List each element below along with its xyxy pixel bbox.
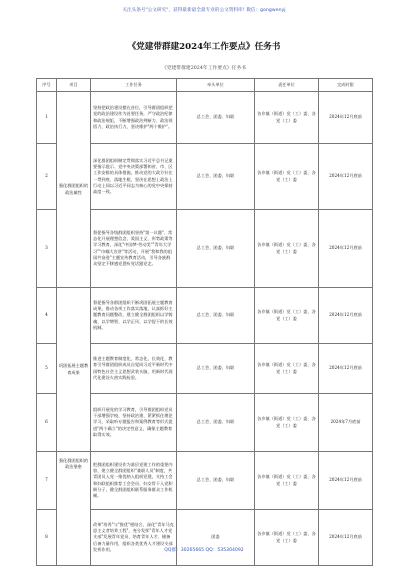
row-number: 4 bbox=[37, 288, 57, 344]
deadline: 2024年12月底前 bbox=[319, 210, 373, 288]
table-row bbox=[37, 92, 373, 144]
header-lead-unit: 牵头单位 bbox=[177, 79, 255, 92]
task-table bbox=[36, 78, 373, 566]
task-content: 把群团组织建设作为基层党建工作的重要内容，建立健全群团组织"兼职人员"制度，共青团员入党一推优纳入组织党建，支持工会和妇联组织推荐工会会员、妇女骨干入党积极分子，健全群团组织联系服务群众工作机制。 bbox=[91, 452, 177, 510]
table-caption: 《党建带群建2024年工作要点》任务书 bbox=[161, 66, 247, 71]
responsible-unit: 各乡镇（街道）党（工）委、各党（工）委 bbox=[255, 210, 319, 288]
lead-unit: 总工会、团委、妇联 bbox=[177, 344, 255, 394]
project-group-label: 强化群团组织的政治属性 bbox=[57, 92, 91, 288]
task-content: 组织开展党的学习教育，引导群团组织党员干部增强学校、坚持政治建、紧紧抓住理论学习，采取听专题报告和案例教育等形式促进"两个确立"的决定性意义，确保主题教育取得实效。 bbox=[91, 394, 177, 452]
project-group-label: 强化群团组织的政治堡垒 bbox=[57, 452, 91, 566]
lead-unit: 总工会、团委、妇联 bbox=[177, 144, 255, 210]
task-content: 深化群团组织制定贯彻落实习近平总书记重要指示批示、党中央决策部署和省、市、区工作安排的具体措施，推动党的大政方针在一贯到底、落地生根，坚决在思想上政治上行动上同以习近平同志为核心的党中央保持高度一致。 bbox=[91, 144, 177, 210]
footer-contact: QQ群：30265665 QQ：535304092 bbox=[164, 548, 244, 553]
deadline: 2024年12月底前 bbox=[319, 452, 373, 510]
responsible-unit: 各乡镇（街道）党（工）委、各党（工）委 bbox=[255, 92, 319, 144]
deadline: 2024年12月底前 bbox=[319, 92, 373, 144]
lead-unit: 总工会、团委、妇联 bbox=[177, 288, 255, 344]
task-content: 推进主题教育制度化、常态化、长效化，教育引导群团组织成员自觉同习近平新时代中国特色社会主义思想武装头脑，用新时代现代化建设火热实践检验。 bbox=[91, 344, 177, 394]
document-title: 《党建带群建2024年工作要点》任务书 bbox=[127, 42, 281, 52]
task-content: 督促指导各群团组织不断巩固拓展主题教育成果，推动各项工作落实落地，认真抓好主题教育问题整改，建立健全群团组织以学铸魂、以学增智、以学正风、以学促干的长效机制。 bbox=[91, 288, 177, 344]
table-row bbox=[37, 288, 373, 344]
row-number: 5 bbox=[37, 344, 57, 394]
task-content: 督促指导各级群团组织坚持"第一议题"、常态化开展理想信念、爱国主义、形势政策等学习教育，深化"中国梦·劳动美""青年大学习""巾帼大宣讲"等活动，开展"我和我的祖国共奋进"主题宣传教育活动，引导各族群众坚定不移感党恩听党话跟党走。 bbox=[91, 210, 177, 288]
row-number: 7 bbox=[37, 452, 57, 510]
row-number: 6 bbox=[37, 394, 57, 452]
task-content: 坚持把政治建设摆在首位，引导群团组织把党的政治建设作为首要任务，严守政治纪律和政治规矩，不断增强政治判断力、政治领悟力、政治执行力，坚决维护"两个维护"。 bbox=[91, 92, 177, 144]
lead-unit: 总工会、团委、妇联 bbox=[177, 452, 255, 510]
responsible-unit: 各乡镇（街道）党（工）委、各党（工）委 bbox=[255, 288, 319, 344]
responsible-unit: 各乡镇（街道）党（工）委、各党（工）委 bbox=[255, 452, 319, 510]
table-row bbox=[37, 452, 373, 510]
header-responsible-unit: 责任单位 bbox=[255, 79, 319, 92]
row-number: 3 bbox=[37, 210, 57, 288]
responsible-unit: 各乡镇（街道）党（工）委、各党（工）委 bbox=[255, 510, 319, 566]
header-deadline: 完成时限 bbox=[319, 79, 373, 92]
task-content: 改革"培养"与"推优"相结合，深化"青年马克思主义者培养工程"，充分发挥"青年人才党支部"发展青年党员、培育青年人才、储备后备力量作用，组织各类优秀人才建设支部发挥作用。 bbox=[91, 510, 177, 566]
header-task: 工作任务 bbox=[91, 79, 177, 92]
row-number: 1 bbox=[37, 92, 57, 144]
project-group-label: 巩固拓展主题教育成果 bbox=[57, 288, 91, 452]
deadline: 2024年12月底前 bbox=[319, 288, 373, 344]
top-banner: 关注头条号"公文研究"，获得最新最全最专业的公文资料库! 微信：gongwenyj bbox=[122, 8, 286, 13]
header-project: 项目 bbox=[57, 79, 91, 92]
row-number: 8 bbox=[37, 510, 57, 566]
lead-unit: 总工会、团委、妇联 bbox=[177, 92, 255, 144]
responsible-unit: 各乡镇（街道）党（工）委、各党（工）委 bbox=[255, 394, 319, 452]
lead-unit: 团委 bbox=[177, 510, 255, 566]
deadline: 2024年12月底前 bbox=[319, 510, 373, 566]
table-header-row bbox=[37, 79, 373, 92]
deadline: 2024年12月底前 bbox=[319, 144, 373, 210]
header-index: 序号 bbox=[37, 79, 57, 92]
lead-unit: 总工会、团委、妇联 bbox=[177, 210, 255, 288]
responsible-unit: 各乡镇（街道）党（工）委、各党（工）委 bbox=[255, 144, 319, 210]
deadline: 2024年7月底前 bbox=[319, 394, 373, 452]
lead-unit: 总工会、团委、妇联 bbox=[177, 394, 255, 452]
deadline: 2024年12月底前 bbox=[319, 344, 373, 394]
row-number: 2 bbox=[37, 144, 57, 210]
responsible-unit: 各乡镇（街道）党（工）委、各党（工）委 bbox=[255, 344, 319, 394]
